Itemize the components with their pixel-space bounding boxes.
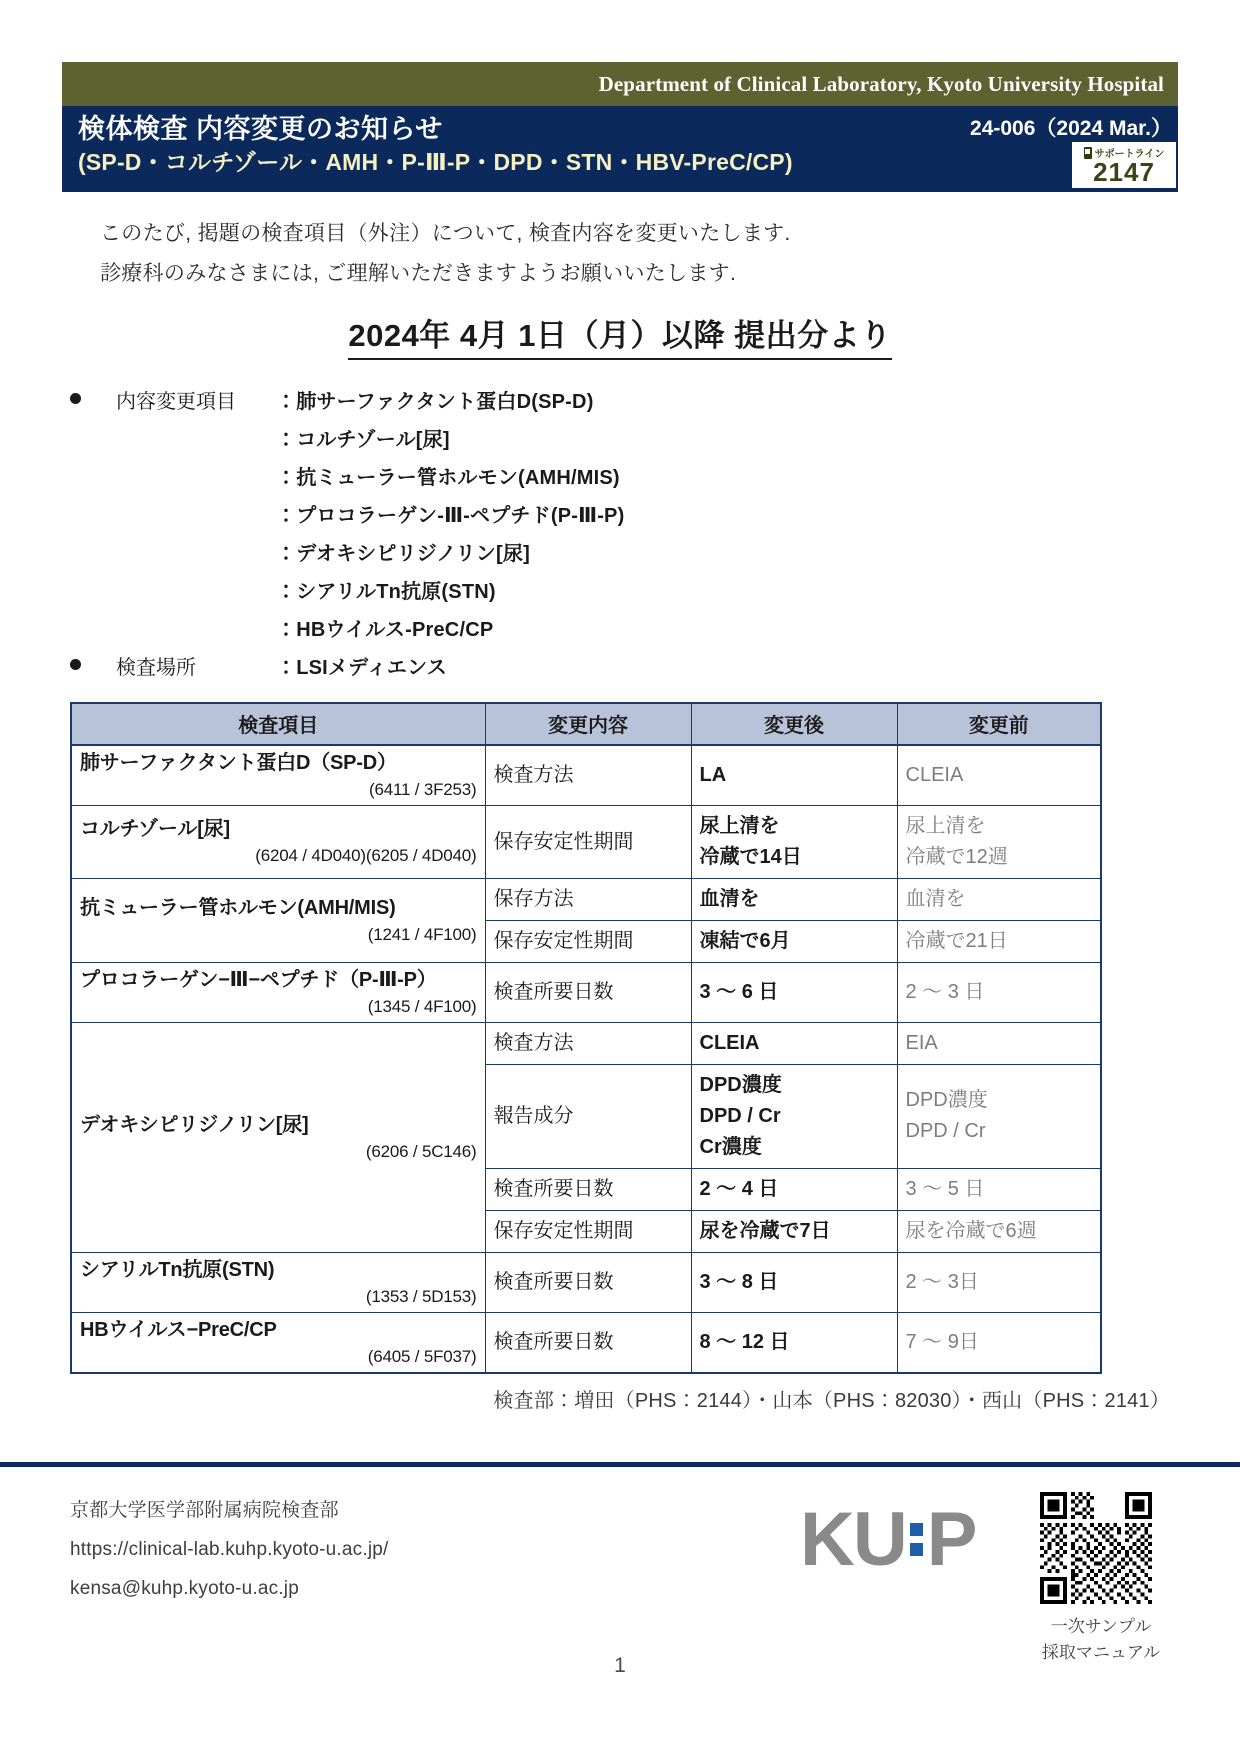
header-issue-number: 24-006（2024 Mar.） (970, 117, 1172, 140)
before-value-cell-line: 7 ～ 9日 (905, 1330, 979, 1353)
after-value-cell-line: 3 ～ 6 日 (699, 980, 779, 1003)
before-value-cell-line: 2 ～ 3 日 (905, 980, 985, 1003)
kuhp-logo (800, 1496, 975, 1583)
test-item-name: プロコラーゲン−Ⅲ−ペプチド（P-Ⅲ-P） (80, 968, 437, 991)
before-value-cell (897, 1168, 1101, 1210)
test-item-cell (71, 878, 485, 962)
before-value-cell (897, 805, 1101, 878)
before-value-cell-line: 冷蔵で12週 (905, 845, 1008, 868)
table-row (71, 1022, 1101, 1064)
after-value-cell-line: 冷蔵で14日 (699, 845, 802, 868)
after-value-cell-line: 8 ～ 12 日 (699, 1330, 790, 1353)
test-item-cell (71, 1252, 485, 1312)
bullet-row (70, 458, 1240, 496)
change-type-cell-line: 検査所要日数 (493, 1331, 614, 1354)
before-value-cell (897, 1064, 1101, 1168)
kuhp-logo-left: KU (800, 1497, 906, 1582)
before-value-cell (897, 878, 1101, 920)
before-value-cell-line: 尿上清を (905, 814, 986, 837)
before-value-cell-line: DPD濃度 (905, 1089, 988, 1112)
change-type-cell (485, 920, 691, 962)
test-item-cell (71, 805, 485, 878)
before-value-cell-line: DPD / Cr (905, 1120, 986, 1143)
header-title-block (62, 106, 918, 192)
header-subtitle: (SP-D・コルチゾール・AMH・P-Ⅲ-P・DPD・STN・HBV-PreC/CP) (78, 149, 793, 176)
bullet-row (70, 496, 1240, 534)
after-value-cell-line: 血清を (699, 887, 760, 910)
test-item-code: (6405 / 5F037) (367, 1346, 477, 1366)
bullet-key: 内容変更項目 (116, 390, 236, 413)
change-type-cell-line: 検査所要日数 (493, 1178, 614, 1201)
change-type-cell (485, 1064, 691, 1168)
bullet-value: ： 肺サーファクタント蛋白D(SP-D) (276, 382, 594, 414)
col-header-item: 検査項目 (71, 703, 485, 745)
before-value-cell (897, 962, 1101, 1022)
qr-code-svg (1040, 1492, 1152, 1604)
header-title: 検体検査 内容変更のお知らせ (78, 114, 443, 144)
bullet-key (116, 610, 276, 613)
change-type-cell-line: 報告成分 (493, 1105, 574, 1128)
bullet-row (70, 610, 1240, 648)
test-item-name: デオキシピリジノリン[尿] (80, 1113, 309, 1136)
after-value-cell (691, 1064, 897, 1168)
test-item-code: (6204 / 4D040)(6205 / 4D040) (255, 846, 477, 866)
change-type-cell-line: 検査所要日数 (493, 1271, 614, 1294)
test-item-name: コルチゾール[尿] (80, 818, 230, 841)
test-item-name: 抗ミューラー管ホルモン(AMH/MIS) (80, 896, 396, 919)
intro-paragraphs (100, 214, 1240, 294)
document-footer (0, 1474, 1240, 1754)
test-item-cell (71, 1312, 485, 1373)
test-item-code: (1353 / 5D153) (365, 1286, 477, 1306)
before-value-cell-line: 血清を (905, 887, 966, 910)
bullet-sections (70, 382, 1240, 686)
bullet-value: ： LSIメディエンス (276, 648, 447, 680)
after-value-cell-line: Cr濃度 (699, 1135, 762, 1158)
change-type-cell (485, 1312, 691, 1373)
footer-org: 京都大学医学部附属病院検査部 (70, 1500, 339, 1521)
col-header-before: 変更前 (897, 703, 1101, 745)
document-page (0, 62, 1240, 1754)
qr-code (1040, 1492, 1152, 1604)
bullet-key (116, 420, 276, 423)
bullet-dot-spacer (70, 458, 116, 467)
col-header-after: 変更後 (691, 703, 897, 745)
support-line-number: 2147 (1093, 157, 1155, 187)
change-type-cell-line: 保存安定性期間 (493, 1220, 634, 1243)
change-type-cell (485, 805, 691, 878)
test-item-cell (71, 962, 485, 1022)
effective-date-wrap (0, 310, 1240, 360)
before-value-cell (897, 1312, 1101, 1373)
change-type-cell (485, 745, 691, 806)
table-row (71, 1312, 1101, 1373)
before-value-cell-line: 2 ～ 3日 (905, 1270, 979, 1293)
bullet-value: ： プロコラーゲン-Ⅲ-ペプチド(P-Ⅲ-P) (276, 496, 624, 528)
footer-email[interactable]: kensa@kuhp.kyoto-u.ac.jp (70, 1577, 299, 1599)
qr-caption-line-2: 採取マニュアル (1041, 1642, 1161, 1662)
change-type-cell (485, 1022, 691, 1064)
after-value-cell (691, 920, 897, 962)
test-item-name: シアリルTn抗原(STN) (80, 1258, 275, 1281)
table-row (71, 1252, 1101, 1312)
after-value-cell (691, 1252, 897, 1312)
test-item-cell (71, 745, 485, 806)
change-type-cell (485, 1252, 691, 1312)
after-value-cell (691, 1312, 897, 1373)
bullet-key: 検査場所 (116, 656, 196, 679)
table-row (71, 962, 1101, 1022)
bullet-dot-spacer (70, 572, 116, 581)
bullet-key (116, 458, 276, 461)
bullet-row (70, 382, 1240, 420)
change-type-cell (485, 1210, 691, 1252)
after-value-cell (691, 962, 897, 1022)
after-value-cell-line: DPD / Cr (699, 1104, 781, 1127)
before-value-cell (897, 745, 1101, 806)
bullet-value: ： シアリルTn抗原(STN) (276, 572, 496, 604)
table-row (71, 878, 1101, 920)
change-type-cell (485, 962, 691, 1022)
before-value-cell-line: CLEIA (905, 763, 964, 786)
after-value-cell (691, 1168, 897, 1210)
bullet-value: ： デオキシピリジノリン[尿] (276, 534, 530, 566)
after-value-cell (691, 805, 897, 878)
header-english-title: Department of Clinical Laboratory, Kyoto University Hospital (598, 71, 1164, 96)
change-type-cell (485, 1168, 691, 1210)
header-meta-block (918, 106, 1178, 192)
test-item-code: (1241 / 4F100) (367, 924, 477, 944)
change-type-cell-line: 検査所要日数 (493, 981, 614, 1004)
contact-line: 検査部：増田（PHS：2144）・山本（PHS：82030）・西山（PHS：2141） (493, 1389, 1170, 1412)
change-type-cell-line: 保存方法 (493, 888, 574, 911)
phone-icon (1084, 147, 1092, 159)
support-line-label: サポートライン (1094, 149, 1165, 160)
change-type-cell-line: 検査方法 (493, 1032, 574, 1055)
before-value-cell-line: 尿を冷蔵で6週 (905, 1219, 1037, 1242)
header-olive-bar (62, 62, 1178, 106)
bullet-key (116, 496, 276, 499)
bullet-dot-icon (70, 382, 116, 409)
before-value-cell-line: 冷蔵で21日 (905, 929, 1008, 952)
document-header (62, 62, 1178, 192)
test-item-code: (6411 / 3F253) (369, 779, 477, 799)
footer-contact-block (70, 1492, 389, 1609)
header-navy-bar (62, 106, 1178, 192)
bullet-row (70, 534, 1240, 572)
changes-table-body (71, 745, 1101, 1373)
before-value-cell (897, 1210, 1101, 1252)
test-item-code: (1345 / 4F100) (367, 996, 477, 1016)
footer-url[interactable]: https://clinical-lab.kuhp.kyoto-u.ac.jp/ (70, 1538, 389, 1560)
bullet-key (116, 572, 276, 575)
before-value-cell-line: EIA (905, 1031, 938, 1054)
after-value-cell (691, 745, 897, 806)
bullet-value: ： コルチゾール[尿] (276, 420, 450, 452)
change-type-cell (485, 878, 691, 920)
changes-table-head (71, 703, 1101, 745)
bullet-dot-spacer (70, 420, 116, 429)
after-value-cell-line: DPD濃度 (699, 1073, 782, 1096)
change-type-cell-line: 保存安定性期間 (493, 930, 634, 953)
table-row (71, 745, 1101, 806)
bullet-value: ： 抗ミューラー管ホルモン(AMH/MIS) (276, 458, 620, 490)
table-header-row (71, 703, 1101, 745)
bullet-dot-spacer (70, 496, 116, 505)
bullet-dot-spacer (70, 610, 116, 619)
bullet-dot-icon (70, 648, 116, 675)
after-value-cell (691, 1022, 897, 1064)
after-value-cell (691, 878, 897, 920)
after-value-cell-line: 尿を冷蔵で7日 (699, 1219, 831, 1242)
before-value-cell (897, 920, 1101, 962)
after-value-cell-line: 凍結で6月 (699, 929, 791, 952)
test-item-code: (6206 / 5C146) (365, 1141, 477, 1161)
intro-line-2: 診療科のみなさまには, ご理解いただきますようお願いいたします. (100, 261, 737, 285)
effective-date-headline: 2024年 4月 1日（月）以降 提出分より (348, 310, 891, 360)
col-header-what: 変更内容 (485, 703, 691, 745)
after-value-cell-line: 2 ～ 4 日 (699, 1177, 779, 1200)
bullet-row (70, 572, 1240, 610)
test-item-cell (71, 1022, 485, 1252)
footer-rule (0, 1462, 1240, 1467)
bullet-dot-spacer (70, 534, 116, 543)
bullet-value: ： HBウイルス-PreC/CP (276, 610, 493, 642)
after-value-cell-line: CLEIA (699, 1031, 760, 1054)
change-type-cell-line: 保存安定性期間 (493, 830, 634, 853)
page-number: 1 (614, 1654, 626, 1677)
after-value-cell (691, 1210, 897, 1252)
before-value-cell-line: 3 ～ 5 日 (905, 1177, 985, 1200)
after-value-cell-line: 3 ～ 8 日 (699, 1270, 779, 1293)
before-value-cell (897, 1022, 1101, 1064)
support-line-badge (1072, 142, 1176, 188)
kuhp-logo-colon (910, 1516, 923, 1563)
bullet-key (116, 534, 276, 537)
test-item-name: HBウイルス−PreC/CP (80, 1318, 277, 1341)
after-value-cell-line: LA (699, 763, 727, 786)
table-row (71, 805, 1101, 878)
test-item-name: 肺サーファクタント蛋白D（SP-D） (80, 751, 397, 774)
intro-line-1: このたび, 掲題の検査項目（外注）について, 検査内容を変更いたします. (100, 222, 791, 245)
bullet-row (70, 648, 1240, 686)
changes-table (70, 702, 1102, 1374)
before-value-cell (897, 1252, 1101, 1312)
change-type-cell-line: 検査方法 (493, 764, 574, 787)
after-value-cell-line: 尿上清を (699, 814, 780, 837)
kuhp-logo-right: P (926, 1497, 976, 1582)
qr-caption-line-1: 一次サンプル (1050, 1617, 1152, 1636)
bullet-row (70, 420, 1240, 458)
